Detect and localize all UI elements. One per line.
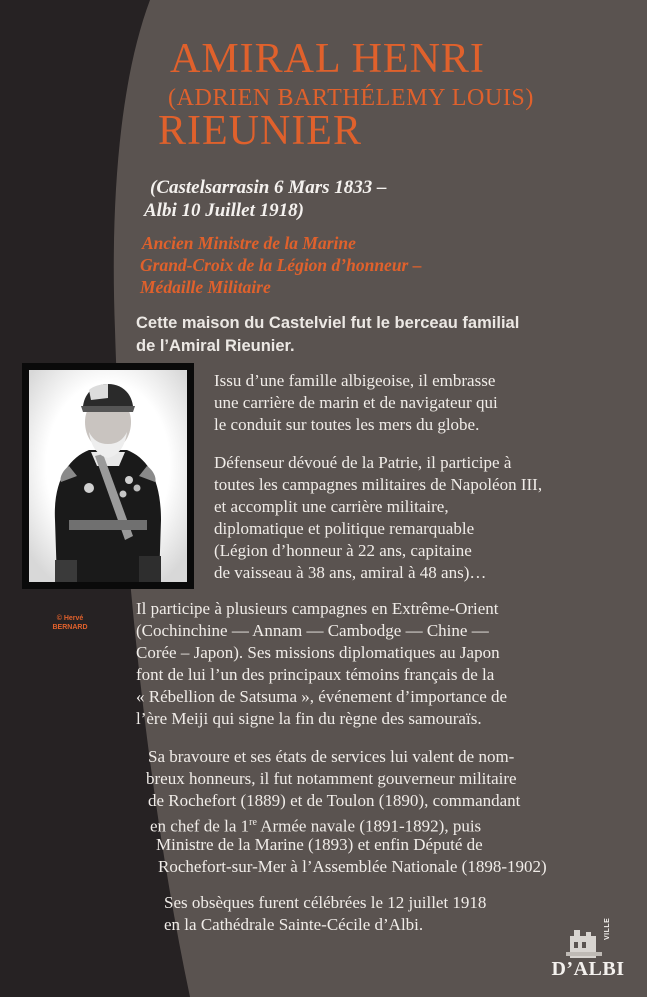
paragraph-line: diplomatique et politique remarquable (214, 519, 475, 538)
paragraph-line: de vaisseau à 38 ans, amiral à 48 ans)… (214, 563, 487, 582)
paragraph-career (214, 452, 542, 584)
paragraph-line: en la Cathédrale Sainte-Cécile d’Albi. (164, 915, 424, 934)
paragraph-line: Ministre de la Marine (1893) et enfin Député de (156, 835, 483, 854)
title-line-2: (ADRIEN BARTHÉLEMY LOUIS) (168, 85, 534, 111)
paragraph-line: l’ère Meiji qui signe la fin du règne des samouraïs. (136, 709, 482, 728)
photo-credit-line-1: © Hervé (56, 615, 84, 622)
honors-line-1: Ancien Ministre de la Marine (142, 233, 356, 253)
portrait-photo-frame (22, 363, 194, 589)
paragraph-line: et accomplit une carrière militaire, (214, 497, 449, 516)
paragraph-honours (140, 746, 547, 878)
portrait-photo (29, 370, 187, 582)
dates-line-2: Albi 10 Juillet 1918) (144, 200, 304, 221)
paragraph-line: toutes les campagnes militaires de Napoléon III, (214, 475, 543, 494)
paragraph-line: Sa bravoure et ses états de services lui valent de nom- (148, 747, 515, 766)
paragraph-line-with-superscript (140, 812, 547, 834)
logo-albi-text: D’ALBI (551, 958, 625, 980)
paragraph-line: le conduit sur toutes les mers du globe. (214, 415, 480, 434)
photo-credit (36, 614, 104, 632)
paragraph-line: breux honneurs, il fut notamment gouverneur militaire (146, 769, 517, 788)
paragraph-line: (Légion d’honneur à 22 ans, capitaine (214, 541, 472, 560)
title-line-1: AMIRAL HENRI (170, 36, 485, 82)
admiral-portrait-illustration (29, 370, 187, 582)
paragraph-line: Rochefort-sur-Mer à l’Assemblée Nationale (1898-1902) (158, 857, 547, 876)
ordinal-superscript: re (249, 817, 257, 828)
paragraph-line: Il participe à plusieurs campagnes en Extrême-Orient (136, 599, 499, 618)
paragraph-line: Corée – Japon). Ses missions diplomatiques au Japon (136, 643, 500, 662)
intro-line-2: de l’Amiral Rieunier. (136, 337, 295, 355)
paragraph-line: « Rébellion de Satsuma », événement d’importance de (136, 687, 508, 706)
paragraph-far-east (136, 598, 507, 730)
intro-line-1: Cette maison du Castelviel fut le berceau familial (136, 314, 520, 332)
paragraph-line: de Rochefort (1889) et de Toulon (1890), commandant (148, 791, 521, 810)
paragraph-line-start: en chef de la 1 (150, 816, 250, 836)
title-line-3: RIEUNIER (158, 108, 362, 154)
paragraph-line: Issu d’une famille albigeoise, il embrasse (214, 371, 496, 390)
honors-line-3: Médaille Militaire (140, 277, 271, 297)
paragraph-origins (214, 370, 498, 436)
dates-line-1: (Castelsarrasin 6 Mars 1833 – (150, 177, 387, 198)
paragraph-line: Défenseur dévoué de la Patrie, il participe à (214, 453, 512, 472)
paragraph-line: (Cochinchine — Annam — Cambodge — Chine — (136, 621, 489, 640)
paragraph-line: une carrière de marin et de navigateur qui (214, 393, 498, 412)
paragraph-line-end: Armée navale (1891-1892), puis (256, 816, 482, 836)
honors-line-2: Grand-Croix de la Légion d’honneur – (140, 255, 422, 275)
paragraph-funeral (164, 892, 486, 936)
paragraph-line: Ses obsèques furent célébrées le 12 juillet 1918 (164, 893, 487, 912)
intro-text (136, 312, 519, 358)
logo-ville-text: VILLE (604, 917, 611, 940)
photo-credit-line-2: BERNARD (52, 624, 88, 631)
paragraph-line: font de lui l’un des principaux témoins français de la (136, 665, 495, 684)
